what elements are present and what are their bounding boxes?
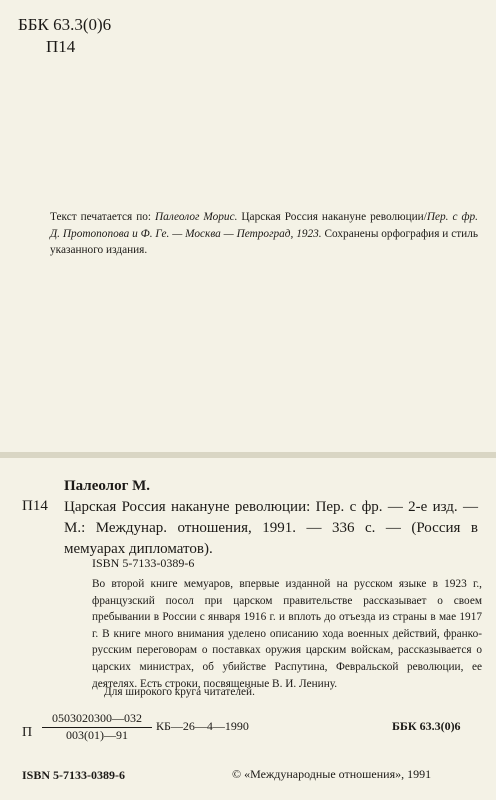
author-sign: П14 bbox=[46, 37, 76, 56]
imprint-denominator: 003(01)—91 bbox=[66, 728, 128, 742]
bbk-code: ББК 63.3(0)6 bbox=[18, 15, 112, 34]
catalog-annotation: Во второй книге мемуаров, впервые изданной на русском языке в 1923 г., французский посол при царском правительстве рассказывает о своем пребывании в России с января 1916 г. и вплоть до отъезда из страны в мае 1917 г. В книге много внимания уделено описанию хода военных действий, франко-русским переговорам о поставках оружия царским войскам, рассказывается о царских министрах, об убийстве Распутина, Февральской революции, ее деятелях. Есть строки, посвященные В. И. Ленину. bbox=[92, 578, 482, 690]
imprint-copyright: © «Международные отношения», 1991 bbox=[232, 767, 432, 781]
catalog-bibliographic: Царская Россия накануне революции: Пер. с фр. — 2-е изд. — М.: Междунар. отношения, 1991. — 336 с. — (Россия в мемуарах дипломатов). bbox=[64, 499, 478, 557]
notice-title: Царская Россия накануне революции/ bbox=[237, 211, 427, 223]
notice-prefix: Текст печатается по: bbox=[50, 211, 156, 223]
imprint-letter: П bbox=[22, 725, 33, 740]
catalog-class-code: П14 bbox=[22, 498, 48, 514]
notice-source: Палеолог Морис. bbox=[155, 211, 238, 223]
catalog-author: Палеолог М. bbox=[64, 478, 151, 494]
classification-block bbox=[18, 14, 111, 58]
notice-translators: Пер. с фр. Д. Протопопова и Ф. Ге. — Москва — Петроград, 1923. bbox=[50, 211, 478, 240]
notice-suffix: Сохранены орфография и стиль указанного издания. bbox=[50, 227, 478, 256]
imprint-isbn: ISBN 5-7133-0389-6 bbox=[22, 768, 126, 782]
source-notice bbox=[50, 209, 478, 259]
imprint-numerator: 0503020300—032 bbox=[42, 711, 152, 728]
imprint-fraction bbox=[42, 711, 152, 743]
catalog-isbn: ISBN 5-7133-0389-6 bbox=[92, 556, 195, 570]
catalog-audience: Для широкого круга читателей. bbox=[104, 686, 255, 698]
imprint-kb: КБ—26—4—1990 bbox=[156, 719, 249, 733]
section-divider bbox=[0, 452, 496, 458]
imprint-bbk: ББК 63.3(0)6 bbox=[392, 719, 461, 733]
